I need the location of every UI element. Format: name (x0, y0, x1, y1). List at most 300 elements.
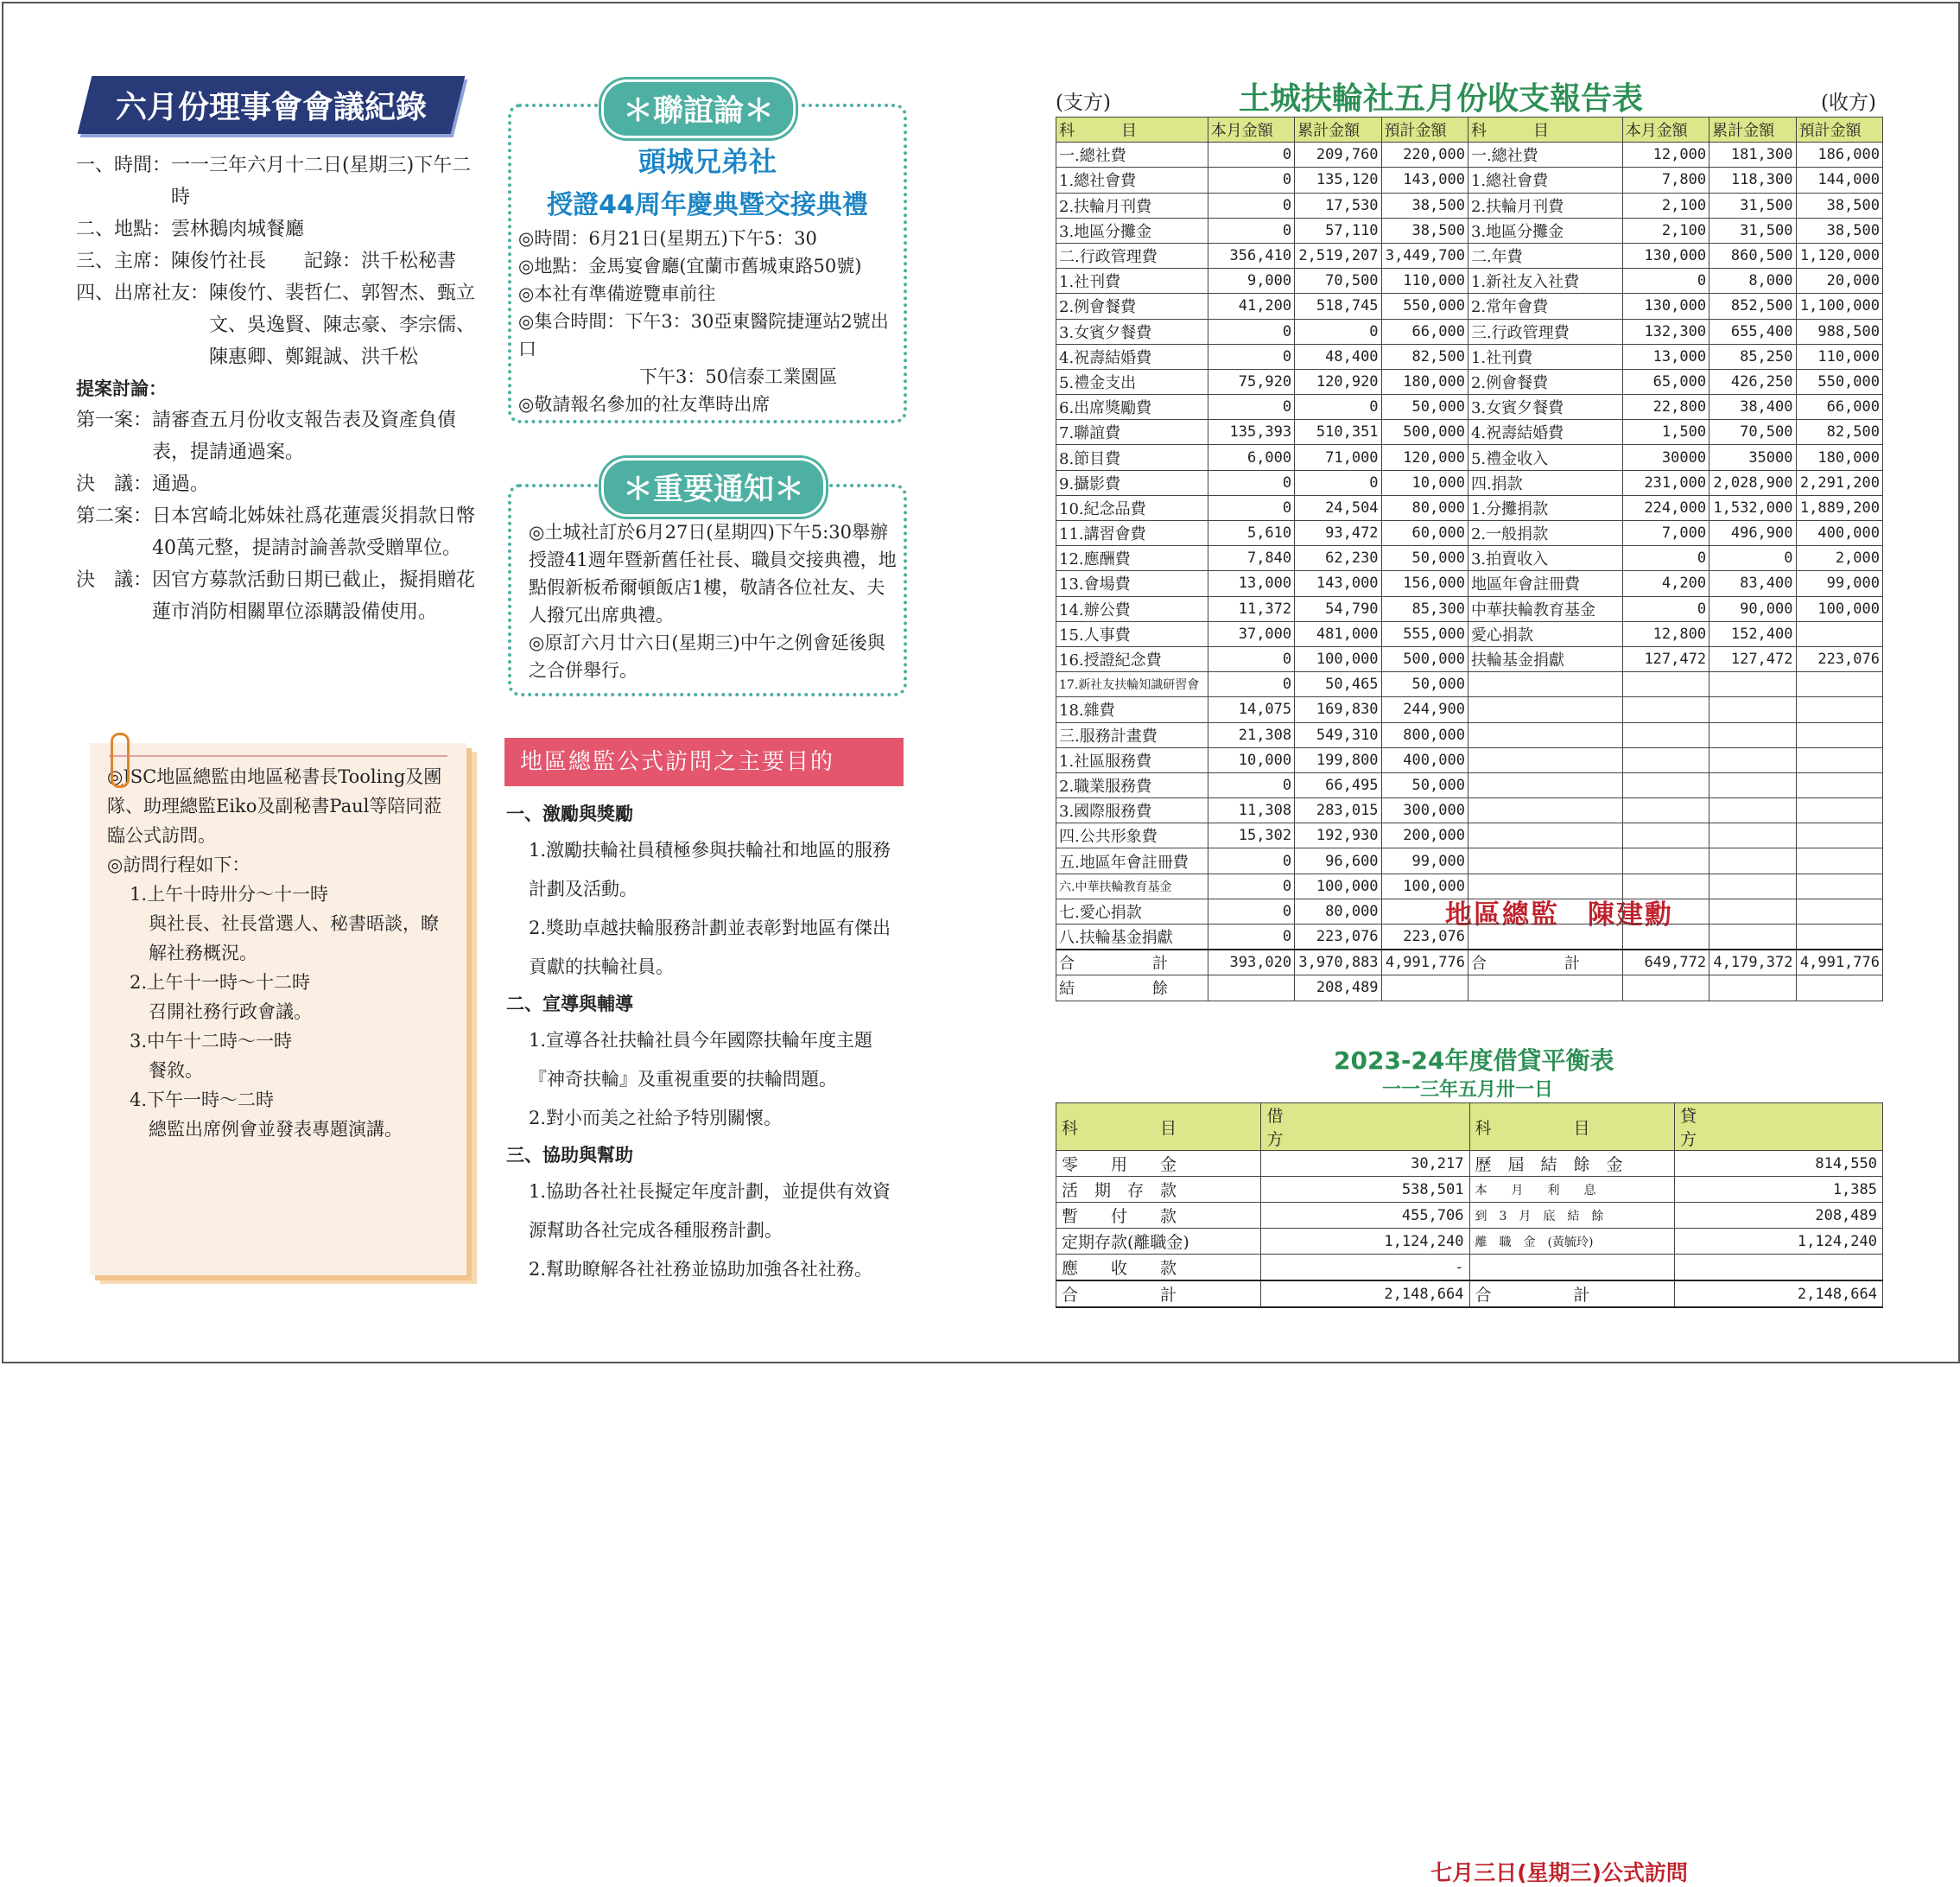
item-cell: 2.扶輪月刊費 (1056, 193, 1208, 218)
item-cell (1468, 874, 1622, 899)
notice-line: ◎土城社訂於6月27日(星期四)下午5:30舉辦授證41週年暨新舊任社長、職員交接典禮，地點假新板希爾頓飯店1樓，敬請各位社友、夫人撥冗出席典禮。 (529, 522, 897, 626)
amount-cell: 38,400 (1709, 395, 1796, 420)
amount-cell: 24,504 (1295, 495, 1381, 520)
amount-cell (1622, 874, 1709, 899)
amount-cell: 988,500 (1796, 319, 1883, 344)
item-cell: 3.拍賣收入 (1468, 546, 1622, 571)
item-cell: 10.紀念品費 (1056, 495, 1208, 520)
amount-cell: 7,000 (1622, 521, 1709, 546)
amount-cell: 14,075 (1208, 697, 1294, 722)
item-cell: 3.地區分攤金 (1056, 218, 1208, 243)
amount-cell: 50,000 (1381, 772, 1468, 797)
item-cell: 6.出席獎勵費 (1056, 395, 1208, 420)
amount-cell: 223,076 (1295, 924, 1381, 950)
amount-cell (1796, 672, 1883, 697)
value: 通過。 (152, 473, 210, 495)
amount-cell: 2,291,200 (1796, 470, 1883, 495)
item-cell: 七.愛心捐款 (1056, 899, 1208, 924)
amount-cell: 143,000 (1295, 571, 1381, 596)
amount-cell: - (1261, 1255, 1469, 1281)
amount-cell (1796, 823, 1883, 848)
amount-cell: 0 (1208, 168, 1294, 193)
item-cell: 4.祝壽結婚費 (1468, 420, 1622, 445)
amount-cell (1796, 621, 1883, 646)
item-cell (1468, 722, 1622, 747)
amount-cell: 6,000 (1208, 445, 1294, 470)
amount-cell: 118,300 (1709, 168, 1796, 193)
amount-cell (1796, 798, 1883, 823)
amount-cell (1381, 899, 1468, 924)
table-row (1056, 1255, 1883, 1281)
schedule-detail: 召開社務行政會議。 (149, 1001, 312, 1022)
amount-cell: 538,501 (1261, 1177, 1469, 1203)
item-cell: 二.年費 (1468, 243, 1622, 268)
amount-cell: 224,000 (1622, 495, 1709, 520)
minutes-attendees (76, 277, 482, 373)
item-cell: 活 期 存 款 (1056, 1177, 1261, 1203)
item-cell: 2.例會餐費 (1468, 369, 1622, 394)
notice-pill: ＊重要通知＊ (601, 458, 826, 517)
amount-cell: 30,217 (1261, 1151, 1469, 1177)
item-cell: 1.總社會費 (1056, 168, 1208, 193)
table-row (1056, 344, 1883, 369)
amount-cell: 110,000 (1796, 344, 1883, 369)
amount-cell (1622, 672, 1709, 697)
purpose-item: 2.對小而美之社給予特別關懷。 (529, 1108, 783, 1128)
amount-cell: 127,472 (1622, 646, 1709, 671)
item-cell: 二.行政管理費 (1056, 243, 1208, 268)
amount-cell: 31,500 (1709, 193, 1796, 218)
table-row (1056, 899, 1883, 924)
item-cell: 2.職業服務費 (1056, 772, 1208, 797)
amount-cell (1622, 747, 1709, 772)
item-cell (1468, 848, 1622, 874)
amount-cell (1796, 975, 1883, 1001)
amount-cell: 156,000 (1381, 571, 1468, 596)
note-subtitle: 七月三日(星期三)公式訪問 (1430, 1860, 1688, 1885)
amount-cell: 0 (1208, 772, 1294, 797)
label: 二、地點： (76, 219, 172, 240)
table-row (1056, 1229, 1883, 1255)
table-row (1056, 924, 1883, 950)
amount-cell: 800,000 (1381, 722, 1468, 747)
item-cell: 四.公共形象費 (1056, 823, 1208, 848)
amount-cell: 71,000 (1295, 445, 1381, 470)
income-label: (收方) (1821, 92, 1876, 114)
amount-cell: 192,930 (1295, 823, 1381, 848)
amount-cell (1208, 975, 1294, 1001)
item-cell: 17.新社友扶輪知識研習會 (1056, 672, 1208, 697)
table-row (1056, 495, 1883, 520)
amount-cell: 1,500 (1622, 420, 1709, 445)
amount-cell: 0 (1295, 319, 1381, 344)
label: 第一案： (76, 410, 153, 431)
amount-cell: 1,532,000 (1709, 495, 1796, 520)
amount-cell (1796, 747, 1883, 772)
item-cell: 1.新社友入社費 (1468, 269, 1622, 294)
amount-cell (1709, 848, 1796, 874)
amount-cell: 35000 (1709, 445, 1796, 470)
paperclip-icon (111, 733, 130, 788)
item-cell: 1.社刊費 (1468, 344, 1622, 369)
label: 三、主席： (76, 251, 172, 272)
schedule-item: 4.下午一時～二時 (130, 1090, 275, 1110)
notice-body (511, 487, 904, 684)
item-cell: 合 計 (1056, 1280, 1261, 1307)
item-cell: 地區年會註冊費 (1468, 571, 1622, 596)
proposal-2 (76, 500, 482, 564)
amount-cell: 500,000 (1381, 420, 1468, 445)
item-cell: 愛心捐款 (1468, 621, 1622, 646)
amount-cell (1622, 798, 1709, 823)
amount-cell: 38,500 (1381, 193, 1468, 218)
amount-cell: 13,000 (1622, 344, 1709, 369)
schedule-item: 1.上午十時卅分～十一時 (130, 884, 329, 905)
amount-cell: 82,500 (1381, 344, 1468, 369)
amount-cell: 0 (1208, 395, 1294, 420)
total-row (1056, 1280, 1883, 1307)
amount-cell: 20,000 (1796, 269, 1883, 294)
amount-cell: 455,706 (1261, 1203, 1469, 1229)
item-cell: 16.授證紀念費 (1056, 646, 1208, 671)
amount-cell: 38,500 (1796, 218, 1883, 243)
amount-cell: 200,000 (1381, 823, 1468, 848)
amount-cell: 0 (1295, 470, 1381, 495)
amount-cell (1674, 1255, 1882, 1281)
table-row (1056, 420, 1883, 445)
item-cell (1468, 823, 1622, 848)
amount-cell (1622, 722, 1709, 747)
table-row (1056, 798, 1883, 823)
table-row (1056, 546, 1883, 571)
item-cell: 應 收 款 (1056, 1255, 1261, 1281)
column-header: 本月金額 (1622, 118, 1709, 143)
amount-cell: 300,000 (1381, 798, 1468, 823)
item-cell: 15.人事費 (1056, 621, 1208, 646)
balance-sheet-table (1056, 1102, 1883, 1308)
amount-cell: 8,000 (1709, 269, 1796, 294)
amount-cell: 21,308 (1208, 722, 1294, 747)
item-cell: 歷 屆 結 餘 金 (1469, 1151, 1674, 1177)
purpose-section: 二、宣導與輔導 (506, 994, 633, 1014)
amount-cell: 0 (1208, 672, 1294, 697)
amount-cell: 393,020 (1208, 950, 1294, 975)
minutes-time (76, 149, 482, 213)
schedule-detail: 與社長、社長當選人、秘書晤談，瞭解社務概況。 (149, 913, 439, 963)
amount-cell: 510,351 (1295, 420, 1381, 445)
table-row (1056, 1151, 1883, 1177)
item-cell: 14.辦公費 (1056, 596, 1208, 621)
amount-cell: 85,300 (1381, 596, 1468, 621)
table-row (1056, 294, 1883, 319)
amount-cell: 0 (1208, 495, 1294, 520)
amount-cell: 0 (1208, 319, 1294, 344)
amount-cell: 132,300 (1622, 319, 1709, 344)
item-cell (1468, 772, 1622, 797)
amount-cell: 96,600 (1295, 848, 1381, 874)
proposal-1 (76, 404, 482, 468)
amount-cell: 0 (1622, 596, 1709, 621)
table-row (1056, 143, 1883, 168)
table-row (1056, 193, 1883, 218)
amount-cell: 50,465 (1295, 672, 1381, 697)
item-cell: 12.應酬費 (1056, 546, 1208, 571)
label: 一、時間： (76, 155, 172, 176)
amount-cell (1709, 899, 1796, 924)
fellowship-subheading: 授證44周年慶典暨交接典禮 (547, 190, 868, 220)
amount-cell: 70,500 (1295, 269, 1381, 294)
amount-cell: 2,148,664 (1261, 1280, 1469, 1307)
note-line: ◎訪問行程如下： (107, 855, 251, 875)
item-cell (1468, 672, 1622, 697)
amount-cell: 5,610 (1208, 521, 1294, 546)
table-row (1056, 772, 1883, 797)
amount-cell: 199,800 (1295, 747, 1381, 772)
balance-row (1056, 975, 1883, 1001)
amount-cell: 1,124,240 (1261, 1229, 1469, 1255)
item-cell: 中華扶輪教育基金 (1468, 596, 1622, 621)
report-table (1056, 117, 1883, 1001)
amount-cell: 2,519,207 (1295, 243, 1381, 268)
table-row (1056, 1177, 1883, 1203)
table-row (1056, 722, 1883, 747)
header-row (1056, 118, 1883, 143)
amount-cell: 2,148,664 (1674, 1280, 1882, 1307)
item-cell: 一.總社費 (1468, 143, 1622, 168)
item-cell (1468, 747, 1622, 772)
table-row (1056, 395, 1883, 420)
amount-cell (1622, 975, 1709, 1001)
amount-cell: 100,000 (1381, 874, 1468, 899)
value: 因官方募款活動日期已截止，擬捐贈花蓮市消防相關單位添購設備使用。 (152, 569, 476, 623)
item-cell (1469, 1255, 1674, 1281)
item-cell: 3.國際服務費 (1056, 798, 1208, 823)
item-cell: 零 用 金 (1056, 1151, 1261, 1177)
amount-cell: 550,000 (1381, 294, 1468, 319)
amount-cell: 143,000 (1381, 168, 1468, 193)
amount-cell: 3,970,883 (1295, 950, 1381, 975)
amount-cell: 4,991,776 (1381, 950, 1468, 975)
table-row (1056, 697, 1883, 722)
amount-cell: 11,372 (1208, 596, 1294, 621)
amount-cell: 180,000 (1381, 369, 1468, 394)
amount-cell (1796, 874, 1883, 899)
amount-cell: 4,179,372 (1709, 950, 1796, 975)
amount-cell: 220,000 (1381, 143, 1468, 168)
item-cell: 5.禮金收入 (1468, 445, 1622, 470)
amount-cell: 2,100 (1622, 193, 1709, 218)
amount-cell (1709, 672, 1796, 697)
table-row (1056, 243, 1883, 268)
table-row (1056, 646, 1883, 671)
amount-cell (1622, 848, 1709, 874)
amount-cell: 66,495 (1295, 772, 1381, 797)
item-cell: 合 計 (1468, 950, 1622, 975)
fellowship-body (511, 221, 904, 418)
resolution-1 (76, 468, 482, 500)
amount-cell: 649,772 (1622, 950, 1709, 975)
schedule-item: 3.中午十二時～一時 (130, 1031, 293, 1052)
label: 四、出席社友： (76, 283, 210, 304)
amount-cell: 181,300 (1709, 143, 1796, 168)
amount-cell: 9,000 (1208, 269, 1294, 294)
amount-cell: 852,500 (1709, 294, 1796, 319)
column-header: 累計金額 (1709, 118, 1796, 143)
amount-cell: 12,000 (1622, 143, 1709, 168)
amount-cell: 37,000 (1208, 621, 1294, 646)
item-cell: 2.常年會費 (1468, 294, 1622, 319)
amount-cell (1709, 697, 1796, 722)
table-row (1056, 1203, 1883, 1229)
table-row (1056, 269, 1883, 294)
amount-cell: 48,400 (1295, 344, 1381, 369)
amount-cell: 30000 (1622, 445, 1709, 470)
amount-cell: 65,000 (1622, 369, 1709, 394)
column-header: 借 方 (1261, 1103, 1469, 1151)
column-header: 科 目 (1469, 1103, 1674, 1151)
table-row (1056, 596, 1883, 621)
report-title: 土城扶輪社五月份收支報告表 (1239, 81, 1644, 117)
amount-cell (1709, 975, 1796, 1001)
amount-cell: 100,000 (1295, 646, 1381, 671)
item-cell: 三.行政管理費 (1468, 319, 1622, 344)
notice-line: ◎原訂六月廿六日(星期三)中午之例會延後與之合併舉行。 (529, 632, 885, 681)
schedule-item: 2.上午十一時～十二時 (130, 972, 311, 993)
amount-cell (1709, 722, 1796, 747)
amount-cell (1796, 899, 1883, 924)
table-row (1056, 571, 1883, 596)
amount-cell: 13,000 (1208, 571, 1294, 596)
fellowship-line: ◎敬請報名參加的社友準時出席 (518, 394, 771, 415)
column-header: 貸 方 (1674, 1103, 1882, 1151)
purpose-item: 1.協助各社社長擬定年度計劃，並提供有效資源幫助各社完成各種服務計劃。 (529, 1181, 891, 1241)
amount-cell (1622, 697, 1709, 722)
amount-cell (1709, 772, 1796, 797)
label: 決 議： (76, 569, 153, 591)
total-row (1056, 950, 1883, 975)
value: 請審查五月份收支報告表及資產負債表，提請通過案。 (152, 410, 457, 463)
item-cell: 定期存款(離職金) (1056, 1229, 1261, 1255)
table-row (1056, 823, 1883, 848)
amount-cell: 100,000 (1295, 874, 1381, 899)
fellowship-heading: 頭城兄弟社 (637, 145, 777, 178)
note-line: ◎JSC地區總監由地區秘書長Tooling及團隊、助理總監Eiko及副秘書Paul等陪同蒞臨公式訪問。 (107, 766, 442, 846)
item-cell (1468, 924, 1622, 950)
item-cell: 六.中華扶輪教育基金 (1056, 874, 1208, 899)
amount-cell: 66,000 (1796, 395, 1883, 420)
item-cell: 1.總社會費 (1468, 168, 1622, 193)
amount-cell (1622, 823, 1709, 848)
amount-cell: 83,400 (1709, 571, 1796, 596)
amount-cell (1622, 772, 1709, 797)
purpose-list (506, 797, 907, 1289)
amount-cell: 231,000 (1622, 470, 1709, 495)
item-cell: 四.捐款 (1468, 470, 1622, 495)
item-cell: 合 計 (1056, 950, 1208, 975)
column-header: 預計金額 (1796, 118, 1883, 143)
item-cell: 八.扶輪基金捐獻 (1056, 924, 1208, 950)
amount-cell: 1,100,000 (1796, 294, 1883, 319)
amount-cell: 15,302 (1208, 823, 1294, 848)
amount-cell (1622, 899, 1709, 924)
amount-cell: 62,230 (1295, 546, 1381, 571)
fellowship-line: ◎地點：金馬宴會廳(宜蘭市舊城東路50號) (518, 256, 862, 276)
amount-cell: 0 (1208, 218, 1294, 243)
item-cell: 3.女賓夕餐費 (1468, 395, 1622, 420)
item-cell: 13.會場費 (1056, 571, 1208, 596)
purpose-section: 三、協助與幫助 (506, 1145, 633, 1166)
amount-cell: 860,500 (1709, 243, 1796, 268)
fellowship-pill: ＊聯誼論＊ (601, 79, 796, 138)
amount-cell: 0 (1208, 646, 1294, 671)
amount-cell: 0 (1208, 848, 1294, 874)
item-cell (1468, 697, 1622, 722)
column-header: 科 目 (1468, 118, 1622, 143)
column-header: 科 目 (1056, 1103, 1261, 1151)
amount-cell: 75,920 (1208, 369, 1294, 394)
amount-cell: 66,000 (1381, 319, 1468, 344)
item-cell: 1.社區服務費 (1056, 747, 1208, 772)
amount-cell: 50,000 (1381, 546, 1468, 571)
item-cell: 暫 付 款 (1056, 1203, 1261, 1229)
item-cell: 3.女賓夕餐費 (1056, 319, 1208, 344)
amount-cell: 356,410 (1208, 243, 1294, 268)
amount-cell: 550,000 (1796, 369, 1883, 394)
item-cell: 5.禮金支出 (1056, 369, 1208, 394)
amount-cell: 10,000 (1381, 470, 1468, 495)
amount-cell: 17,530 (1295, 193, 1381, 218)
amount-cell (1709, 798, 1796, 823)
amount-cell (1796, 848, 1883, 874)
amount-cell: 7,800 (1622, 168, 1709, 193)
fellowship-line: ◎本社有準備遊覽車前往 (518, 283, 716, 304)
purpose-item: 2.獎助卓越扶輪服務計劃並表彰對地區有傑出貢獻的扶輪社員。 (529, 918, 891, 977)
amount-cell: 7,840 (1208, 546, 1294, 571)
amount-cell: 130,000 (1622, 243, 1709, 268)
amount-cell: 1,124,240 (1674, 1229, 1882, 1255)
amount-cell: 50,000 (1381, 395, 1468, 420)
amount-cell: 99,000 (1381, 848, 1468, 874)
item-cell: 3.地區分攤金 (1468, 218, 1622, 243)
amount-cell: 244,900 (1381, 697, 1468, 722)
fellowship-line: ◎時間：6月21日(星期五)下午5：30 (518, 228, 817, 249)
amount-cell (1709, 823, 1796, 848)
purpose-item: 1.激勵扶輪社員積極參與扶輪社和地區的服務計劃及活動。 (529, 840, 891, 899)
value: 雲林鵝肉城餐廳 (171, 219, 305, 240)
amount-cell: 283,015 (1295, 798, 1381, 823)
item-cell: 本 月 利 息 (1469, 1177, 1674, 1203)
amount-cell: 400,000 (1796, 521, 1883, 546)
amount-cell: 0 (1295, 395, 1381, 420)
amount-cell: 0 (1208, 193, 1294, 218)
amount-cell (1796, 924, 1883, 950)
item-cell (1468, 899, 1622, 924)
item-cell: 11.講習會費 (1056, 521, 1208, 546)
amount-cell: 110,000 (1381, 269, 1468, 294)
amount-cell: 100,000 (1796, 596, 1883, 621)
proposal-heading: 提案討論： (76, 378, 167, 399)
table-row (1056, 168, 1883, 193)
amount-cell: 50,000 (1381, 672, 1468, 697)
item-cell: 合 計 (1469, 1280, 1674, 1307)
amount-cell: 0 (1208, 899, 1294, 924)
amount-cell (1796, 722, 1883, 747)
amount-cell: 4,200 (1622, 571, 1709, 596)
item-cell: 2.一般捐款 (1468, 521, 1622, 546)
item-cell: 4.祝壽結婚費 (1056, 344, 1208, 369)
item-cell: 五.地區年會註冊費 (1056, 848, 1208, 874)
amount-cell: 3,449,700 (1381, 243, 1468, 268)
